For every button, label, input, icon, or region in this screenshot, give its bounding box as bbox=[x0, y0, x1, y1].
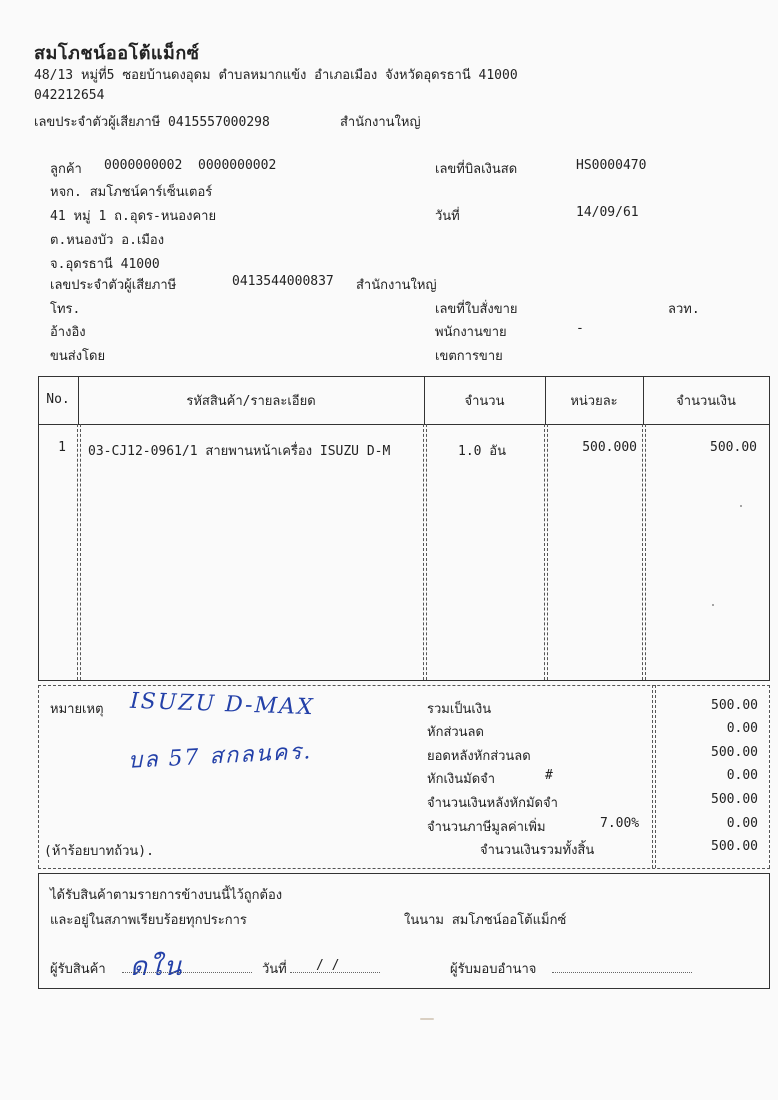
subtotal-label: รวมเป็นเงิน bbox=[427, 702, 492, 717]
customer-tax-id: 0413544000837 bbox=[232, 274, 334, 289]
sales-zone-label: เขตการขาย bbox=[435, 349, 503, 364]
row-unit-price: 500.000 bbox=[582, 440, 637, 455]
receiver-label: ผู้รับสินค้า bbox=[50, 962, 106, 977]
customer-code-2: 0000000002 bbox=[198, 158, 277, 173]
discount-label: หักส่วนลด bbox=[427, 725, 484, 740]
handwritten-remark-1: ISUZU D-MAX bbox=[129, 688, 316, 721]
reference-label: อ้างอิง bbox=[50, 325, 86, 340]
amount-in-words: (ห้าร้อยบาทถ้วน). bbox=[44, 844, 154, 859]
bill-number: HS0000470 bbox=[576, 158, 647, 173]
header-amount: จำนวนเงิน bbox=[676, 394, 736, 409]
row-no: 1 bbox=[58, 440, 66, 455]
salesperson-label: พนักงานขาย bbox=[435, 325, 507, 340]
deposit-hash: # bbox=[545, 768, 553, 783]
company-address: 48/13 หมู่ที่5 ซอยบ้านดงอุดม ตำบลหมากแข้ง อำเภอเมือง จังหวัดอุดรธานี 41000 bbox=[34, 68, 518, 83]
vat-rate: 7.00% bbox=[600, 816, 640, 831]
after-deposit-value: 500.00 bbox=[711, 792, 758, 807]
discount-value: 0.00 bbox=[726, 721, 758, 736]
salesperson-value: - bbox=[576, 321, 584, 336]
remarks-label: หมายเหตุ bbox=[50, 702, 104, 717]
row-quantity: 1.0 อัน bbox=[458, 444, 507, 459]
header-description: รหัสสินค้า/รายละเอียด bbox=[186, 394, 316, 409]
vat-label: จำนวนภาษีมูลค่าเพิ่ม bbox=[427, 820, 546, 835]
company-tax-id: เลขประจำตัวผู้เสียภาษี 0415557000298 bbox=[34, 115, 270, 130]
receive-date-slashes: / / bbox=[316, 958, 340, 973]
bill-number-label: เลขที่บิลเงินสด bbox=[435, 162, 518, 177]
on-behalf-of: ในนาม สมโภชน์ออโต้แม็กซ์ bbox=[404, 913, 567, 928]
deposit-label: หักเงินมัดจำ bbox=[427, 772, 496, 787]
after-discount-label: ยอดหลังหักส่วนลด bbox=[427, 749, 531, 764]
company-name: สมโภชน์ออโต้แม็กซ์ bbox=[34, 43, 200, 64]
handwritten-remark-2: บล 57 สกลนคร. bbox=[127, 739, 313, 774]
row-description: 03-CJ12-0961/1 สายพานหน้าเครื่อง ISUZU D-M bbox=[88, 444, 391, 459]
shipping-label: ขนส่งโดย bbox=[50, 349, 106, 364]
customer-tax-label: เลขประจำตัวผู้เสียภาษี bbox=[50, 278, 177, 293]
sales-order-label: เลขที่ใบสั่งขาย bbox=[435, 302, 518, 317]
confirmation-line-1: ได้รับสินค้าตามรายการข้างบนนี้ไว้ถูกต้อง bbox=[50, 888, 283, 903]
phone-label: โทร. bbox=[50, 302, 81, 317]
date-label: วันที่ bbox=[435, 209, 460, 224]
header-quantity: จำนวน bbox=[464, 394, 505, 409]
totals-top-border bbox=[38, 685, 770, 686]
customer-label: ลูกค้า bbox=[50, 162, 82, 177]
invoice-date: 14/09/61 bbox=[576, 205, 639, 220]
grand-total-label: จำนวนเงินรวมทั้งสิ้น bbox=[480, 843, 595, 858]
vat-value: 0.00 bbox=[726, 816, 758, 831]
after-discount-value: 500.00 bbox=[711, 745, 758, 760]
company-branch: สำนักงานใหญ่ bbox=[340, 115, 421, 130]
customer-address-3: จ.อุดรธานี 41000 bbox=[50, 257, 160, 272]
scan-speck bbox=[740, 505, 742, 507]
header-no: No. bbox=[46, 392, 70, 407]
subtotal-value: 500.00 bbox=[711, 698, 758, 713]
receiver-signature: ดใน bbox=[130, 952, 184, 982]
customer-name: หจก. สมโภชน์คาร์เซ็นเตอร์ bbox=[50, 185, 213, 200]
sales-order-extra: ลวท. bbox=[668, 302, 700, 317]
grand-total-value: 500.00 bbox=[711, 839, 758, 854]
scan-speck bbox=[712, 604, 714, 606]
customer-address-1: 41 หมู่ 1 ถ.อุดร-หนองคาย bbox=[50, 209, 217, 224]
totals-bottom-border bbox=[38, 868, 770, 869]
customer-code-1: 0000000002 bbox=[104, 158, 183, 173]
authorized-label: ผู้รับมอบอำนาจ bbox=[450, 962, 537, 977]
company-phone: 042212654 bbox=[34, 88, 105, 103]
after-deposit-label: จำนวนเงินหลังหักมัดจำ bbox=[427, 796, 558, 811]
customer-branch: สำนักงานใหญ่ bbox=[356, 278, 437, 293]
confirmation-line-2: และอยู่ในสภาพเรียบร้อยทุกประการ bbox=[50, 913, 247, 928]
header-unit-price: หน่วยละ bbox=[570, 394, 618, 409]
deposit-value: 0.00 bbox=[726, 768, 758, 783]
customer-address-2: ต.หนองบัว อ.เมือง bbox=[50, 233, 165, 248]
scan-speck bbox=[420, 1018, 434, 1020]
row-amount: 500.00 bbox=[710, 440, 757, 455]
receive-date-label: วันที่ bbox=[262, 962, 287, 977]
